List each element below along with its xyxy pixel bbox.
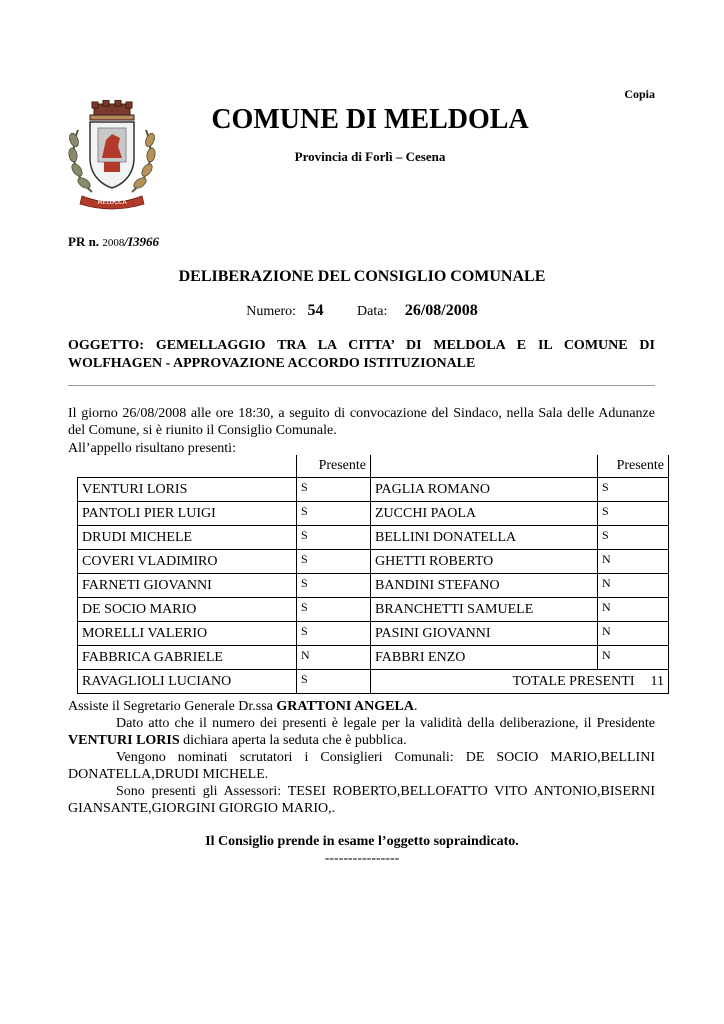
presence-flag: S [297,574,371,598]
presence-flag: S [297,550,371,574]
roll-call-label: All’appello risultano presenti: [68,441,236,456]
crown-icon [90,100,134,120]
number-label: Numero: [246,304,297,319]
presence-flag: S [297,622,371,646]
copy-label: Copia [624,87,655,101]
ribbon-text: MELDOLA [97,199,127,206]
councillor-name: PAGLIA ROMANO [371,478,598,502]
table-row [78,622,669,646]
total-present-cell [371,670,669,694]
total-present-label: TOTALE PRESENTI [512,673,635,689]
table-row [78,670,669,694]
presence-flag: N [598,598,669,622]
subject: OGGETTO: GEMELLAGGIO TRA LA CITTA’ DI MELDOLA E IL COMUNE DI WOLFHAGEN - APPROVAZIONE ACCORDO ISTITUZIONALE [68,338,655,371]
table-row [78,598,669,622]
councillor-name: BANDINI STEFANO [371,574,598,598]
tellers: Vengono nominati scrutatori i Consiglieri Comunali: DE SOCIO MARIO,BELLINI DONATELLA,DRUDI MICHELE. [68,750,655,782]
table-row [78,550,669,574]
present-header-right: Presente [598,455,669,478]
ribbon-icon [80,196,144,209]
councillor-name: BRANCHETTI SAMUELE [371,598,598,622]
presence-flag: S [598,478,669,502]
closing-line: Il Consiglio prende in esame l’oggetto sopraindicato. [205,834,519,849]
presence-flag: S [297,598,371,622]
intro-paragraph: Il giorno 26/08/2008 alle ore 18:30, a seguito di convocazione del Sindaco, nella Sala delle Adunanze del Comune, si è riunito il Consiglio Comunale. [68,406,655,438]
presence-flag: S [598,502,669,526]
proceedings [68,698,655,817]
pr-number: /I3966 [124,234,159,249]
presence-flag: S [297,502,371,526]
president-name: VENTURI LORIS [68,733,180,748]
present-header-left: Presente [297,455,371,478]
secretary-name: GRATTONI ANGELA [276,699,414,714]
presence-flag: N [598,574,669,598]
table-row [78,478,669,502]
councillor-name: VENTURI LORIS [78,478,297,502]
presence-flag: S [297,670,371,694]
councillor-name: ZUCCHI PAOLA [371,502,598,526]
presence-flag: N [297,646,371,670]
dash-separator: ---------------- [324,851,400,866]
secretary-prefix: Assiste il Segretario Generale Dr.ssa [68,699,273,714]
councillor-name: RAVAGLIOLI LUCIANO [78,670,297,694]
deliberation-title: DELIBERAZIONE DEL CONSIGLIO COMUNALE [178,268,546,285]
quorum-prefix: Dato atto che il numero dei presenti è legale per la validità della deliberazione, il Presidente [116,716,655,731]
councillor-name: MORELLI VALERIO [78,622,297,646]
councillor-name: DE SOCIO MARIO [78,598,297,622]
secretary-suffix: . [413,699,418,714]
table-header-row [78,455,669,478]
councillor-name: BELLINI DONATELLA [371,526,598,550]
table-row [78,574,669,598]
pr-year: 2008 [102,237,125,249]
councillor-name: FABBRI ENZO [371,646,598,670]
councillor-name: GHETTI ROBERTO [371,550,598,574]
divider [68,385,655,386]
table-row [78,502,669,526]
presence-flag: N [598,622,669,646]
presence-flag: S [297,526,371,550]
assessors: Sono presenti gli Assessori: TESEI ROBERTO,BELLOFATTO VITO ANTONIO,BISERNI GIANSANTE,GIORGINI GIORGIO MARIO,. [68,784,655,816]
attendance-table [77,455,669,694]
deliberation-number: 54 [307,302,324,319]
total-present-value: 11 [650,673,664,689]
councillor-name: DRUDI MICHELE [78,526,297,550]
pr-label: PR n. [68,234,100,249]
table-row [78,526,669,550]
councillor-name: PASINI GIOVANNI [371,622,598,646]
date-label: Data: [357,304,388,319]
province-subtitle: Provincia di Forlì – Cesena [294,149,446,164]
councillor-name: FARNETI GIOVANNI [78,574,297,598]
shield-icon [90,122,134,188]
councillor-name: COVERI VLADIMIRO [78,550,297,574]
municipal-crest [64,100,160,212]
councillor-name: PANTOLI PIER LUIGI [78,502,297,526]
quorum-suffix: dichiara aperta la seduta che è pubblica. [183,733,407,748]
number-date-row [0,302,724,320]
presence-flag: S [598,526,669,550]
table-row [78,646,669,670]
pr-reference [68,234,159,250]
presence-flag: N [598,646,669,670]
councillor-name: FABBRICA GABRIELE [78,646,297,670]
municipality-title: COMUNE DI MELDOLA [211,104,529,135]
presence-flag: S [297,478,371,502]
deliberation-date: 26/08/2008 [404,302,478,319]
presence-flag: N [598,550,669,574]
